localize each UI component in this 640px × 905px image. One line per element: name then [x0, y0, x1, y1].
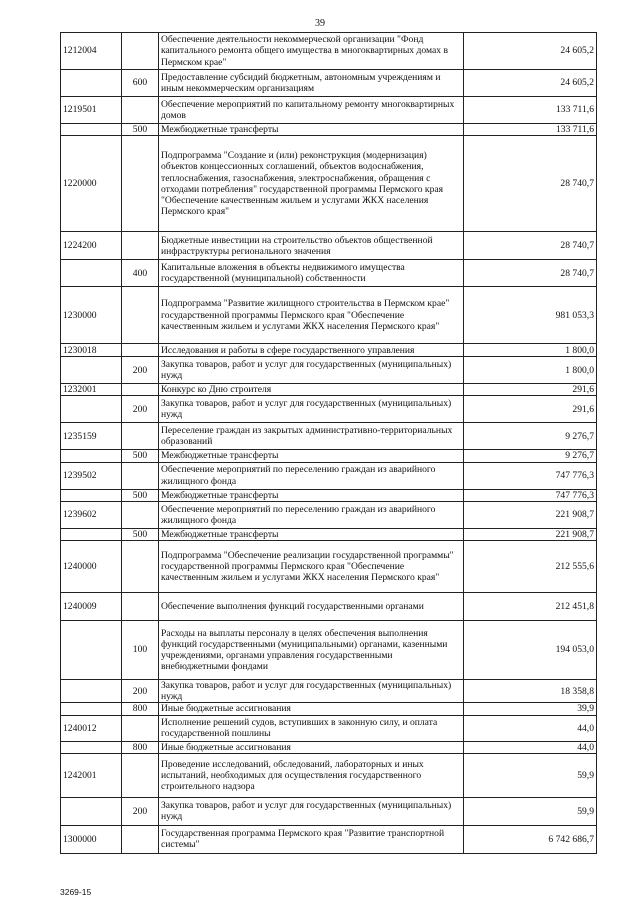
row-amount: 133 711,6	[464, 124, 597, 136]
row-type: 500	[122, 489, 159, 501]
row-amount: 1 800,0	[464, 357, 597, 384]
row-type	[122, 136, 159, 232]
row-name: Подпрограмма "Развитие жилищного строительства в Пермском крае" государственной программы Пермского края "Обеспечение качественным жильем и услугами ЖКХ населения Пермского края"	[159, 287, 464, 344]
table-row	[61, 423, 597, 450]
row-amount: 28 740,7	[464, 136, 597, 232]
row-code	[61, 124, 122, 136]
table-row	[61, 70, 597, 97]
row-amount: 9 276,7	[464, 423, 597, 450]
row-amount: 133 711,6	[464, 97, 597, 124]
row-amount: 59,9	[464, 797, 597, 825]
table-row	[61, 501, 597, 528]
row-amount: 194 053,0	[464, 621, 597, 680]
row-name: Переселение граждан из закрытых административно-территориальных образований	[159, 423, 464, 450]
row-code: 1219501	[61, 97, 122, 124]
table-row	[61, 825, 597, 853]
row-name: Предоставление субсидий бюджетным, автономным учреждениям и иным некоммерческим организациям	[159, 70, 464, 97]
budget-table-body	[61, 33, 597, 854]
row-type: 200	[122, 680, 159, 703]
row-amount: 24 605,2	[464, 70, 597, 97]
row-name: Обеспечение мероприятий по переселению граждан из аварийного жилищного фонда	[159, 501, 464, 528]
table-row	[61, 741, 597, 753]
row-code	[61, 680, 122, 703]
row-type: 100	[122, 621, 159, 680]
row-name: Межбюджетные трансферты	[159, 489, 464, 501]
row-type	[122, 287, 159, 344]
row-amount: 6 742 686,7	[464, 825, 597, 853]
table-row	[61, 287, 597, 344]
row-amount: 39,9	[464, 703, 597, 715]
row-amount: 28 740,7	[464, 260, 597, 287]
row-code	[61, 528, 122, 540]
table-row	[61, 450, 597, 462]
row-type: 800	[122, 741, 159, 753]
row-name: Проведение исследований, обследований, лабораторных и иных испытаний, необходимых для осуществления государственного строительного надзора	[159, 753, 464, 797]
row-type: 600	[122, 70, 159, 97]
table-row	[61, 344, 597, 357]
row-type	[122, 462, 159, 489]
table-row	[61, 357, 597, 384]
table-row	[61, 528, 597, 540]
row-name: Межбюджетные трансферты	[159, 528, 464, 540]
row-code	[61, 621, 122, 680]
row-type	[122, 344, 159, 357]
row-name: Исполнение решений судов, вступивших в законную силу, и оплата государственной пошлины	[159, 715, 464, 741]
table-row	[61, 33, 597, 70]
row-type	[122, 501, 159, 528]
row-type: 400	[122, 260, 159, 287]
row-amount: 24 605,2	[464, 33, 597, 70]
row-name: Расходы на выплаты персоналу в целях обеспечения выполнения функций государственными (муниципальными) органами, казенными учреждениями, органами управления государственными внебюджетными фондами	[159, 621, 464, 680]
row-amount: 28 740,7	[464, 232, 597, 260]
row-amount: 212 451,8	[464, 593, 597, 621]
row-name: Обеспечение мероприятий по капитальному ремонту многоквартирных домов	[159, 97, 464, 124]
row-code: 1232001	[61, 384, 122, 396]
row-code: 1239502	[61, 462, 122, 489]
row-name: Иные бюджетные ассигнования	[159, 703, 464, 715]
row-type	[122, 715, 159, 741]
row-type: 500	[122, 528, 159, 540]
row-code: 1230018	[61, 344, 122, 357]
page-number: 39	[315, 18, 325, 29]
row-name: Межбюджетные трансферты	[159, 124, 464, 136]
row-name: Закупка товаров, работ и услуг для государственных (муниципальных) нужд	[159, 396, 464, 423]
row-amount: 1 800,0	[464, 344, 597, 357]
row-code: 1242001	[61, 753, 122, 797]
row-code: 1240012	[61, 715, 122, 741]
table-row	[61, 260, 597, 287]
table-row	[61, 136, 597, 232]
row-name: Подпрограмма "Обеспечение реализации государственной программы" государственной программы Пермского края "Обеспечение качественным жильем и услугами ЖКХ населения Пермского края"	[159, 541, 464, 593]
row-name: Конкурс ко Дню строителя	[159, 384, 464, 396]
row-type	[122, 384, 159, 396]
row-amount: 291,6	[464, 396, 597, 423]
row-name: Государственная программа Пермского края "Развитие транспортной системы"	[159, 825, 464, 853]
row-type	[122, 593, 159, 621]
row-type	[122, 825, 159, 853]
row-code	[61, 396, 122, 423]
row-code: 1240009	[61, 593, 122, 621]
row-name: Межбюджетные трансферты	[159, 450, 464, 462]
row-type	[122, 541, 159, 593]
row-type	[122, 33, 159, 70]
row-code: 1212004	[61, 33, 122, 70]
row-code: 1220000	[61, 136, 122, 232]
row-code	[61, 703, 122, 715]
row-name: Обеспечение деятельности некоммерческой организации "Фонд капитального ремонта общего имущества в многоквартирных домах в Пермском крае"	[159, 33, 464, 70]
row-amount: 981 053,3	[464, 287, 597, 344]
row-code	[61, 70, 122, 97]
row-type	[122, 97, 159, 124]
row-amount: 291,6	[464, 384, 597, 396]
row-type: 500	[122, 450, 159, 462]
row-type: 200	[122, 396, 159, 423]
row-code: 1300000	[61, 825, 122, 853]
row-code: 1230000	[61, 287, 122, 344]
row-name: Закупка товаров, работ и услуг для государственных (муниципальных) нужд	[159, 797, 464, 825]
row-amount: 9 276,7	[464, 450, 597, 462]
row-code	[61, 450, 122, 462]
row-amount: 747 776,3	[464, 462, 597, 489]
row-amount: 212 555,6	[464, 541, 597, 593]
row-type	[122, 232, 159, 260]
row-type	[122, 423, 159, 450]
table-row	[61, 541, 597, 593]
row-code	[61, 797, 122, 825]
table-row	[61, 462, 597, 489]
row-amount: 44,0	[464, 741, 597, 753]
row-amount: 18 358,8	[464, 680, 597, 703]
row-name: Капитальные вложения в объекты недвижимого имущества государственной (муниципальной) собственности	[159, 260, 464, 287]
row-code: 1224200	[61, 232, 122, 260]
table-row	[61, 703, 597, 715]
table-row	[61, 797, 597, 825]
row-name: Подпрограмма "Создание и (или) реконструкция (модернизация) объектов концессионных соглашений, объектов водоснабжения, теплоснабжения, газоснабжения, электроснабжения, обращения с отходами потребления" государственной программы Пермского края "Обеспечение качественным жильем и услугами ЖКХ населения Пермского края"	[159, 136, 464, 232]
row-code	[61, 489, 122, 501]
row-type: 200	[122, 797, 159, 825]
row-code: 1235159	[61, 423, 122, 450]
table-row	[61, 715, 597, 741]
table-row	[61, 680, 597, 703]
row-code: 1239602	[61, 501, 122, 528]
row-type: 800	[122, 703, 159, 715]
budget-table	[60, 32, 597, 854]
row-amount: 221 908,7	[464, 501, 597, 528]
table-row	[61, 384, 597, 396]
row-type: 500	[122, 124, 159, 136]
row-amount: 44,0	[464, 715, 597, 741]
row-name: Иные бюджетные ассигнования	[159, 741, 464, 753]
row-type: 200	[122, 357, 159, 384]
table-row	[61, 621, 597, 680]
row-amount: 747 776,3	[464, 489, 597, 501]
table-row	[61, 396, 597, 423]
table-row	[61, 124, 597, 136]
row-code: 1240000	[61, 541, 122, 593]
row-code	[61, 357, 122, 384]
row-amount: 59,9	[464, 753, 597, 797]
row-type	[122, 753, 159, 797]
row-code	[61, 260, 122, 287]
row-name: Бюджетные инвестиции на строительство объектов общественной инфраструктуры регионального значения	[159, 232, 464, 260]
table-row	[61, 97, 597, 124]
table-row	[61, 232, 597, 260]
table-row	[61, 489, 597, 501]
table-row	[61, 753, 597, 797]
row-name: Обеспечение мероприятий по переселению граждан из аварийного жилищного фонда	[159, 462, 464, 489]
row-name: Обеспечение выполнения функций государственными органами	[159, 593, 464, 621]
footer-code: 3269-15	[60, 887, 92, 897]
row-name: Закупка товаров, работ и услуг для государственных (муниципальных) нужд	[159, 357, 464, 384]
row-name: Исследования и работы в сфере государственного управления	[159, 344, 464, 357]
table-row	[61, 593, 597, 621]
row-code	[61, 741, 122, 753]
row-amount: 221 908,7	[464, 528, 597, 540]
row-name: Закупка товаров, работ и услуг для государственных (муниципальных) нужд	[159, 680, 464, 703]
